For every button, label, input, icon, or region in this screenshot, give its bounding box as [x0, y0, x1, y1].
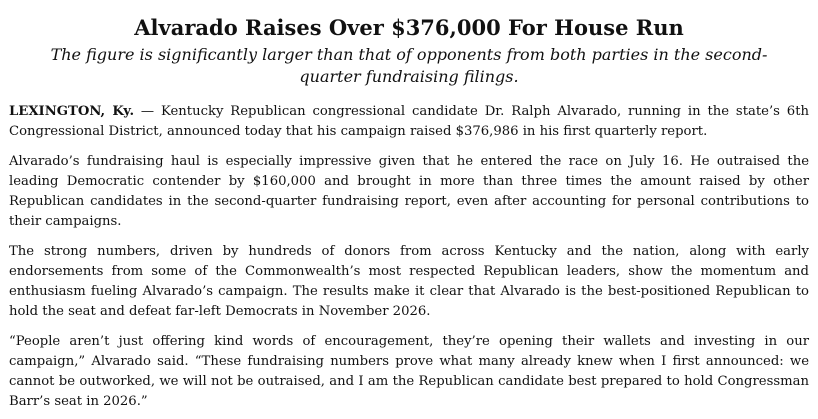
paragraph-2: Alvarado’s fundraising haul is especially impressive given that he entered the race on July 16. He outraised the leading Democratic contender by $160,000 and brought in more than three times the amount raised by other Republican candidates in the second-quarter fundraising report, even after accounting for personal contributions to their campaigns.	[9, 154, 809, 229]
headline: Alvarado Raises Over $376,000 For House Run	[134, 15, 684, 40]
paragraph-1	[9, 102, 809, 142]
paragraph-3: The strong numbers, driven by hundreds of donors from across Kentucky and the nation, along with early endorsements from some of the Commonwealth’s most respected Republican leaders, show the momentum and enthusiasm fueling Alvarado’s campaign. The results make it clear that Alvarado is the best-positioned Republican to hold the seat and defeat far-left Democrats in November 2026.	[9, 244, 809, 319]
paragraph-1-text: — Kentucky Republican congressional candidate Dr. Ralph Alvarado, running in the state’s 6th Congressional District, announced today that his campaign raised $376,986 in his first quarterly report.	[9, 104, 809, 139]
article-body	[9, 102, 809, 412]
subheadline: The figure is significantly larger than that of opponents from both parties in the second-quarter fundraising filings.	[50, 45, 768, 86]
dateline: LEXINGTON, Ky.	[9, 104, 135, 119]
paragraph-4-quote: “People aren’t just offering kind words of encouragement, they’re opening their wallets and investing in our campaign,” Alvarado said. “These fundraising numbers prove what many already knew when I first announced: we cannot be outworked, we will not be outraised, and I am the Republican candidate best prepared to hold Congressman Barr’s seat in 2026.”	[9, 334, 809, 409]
